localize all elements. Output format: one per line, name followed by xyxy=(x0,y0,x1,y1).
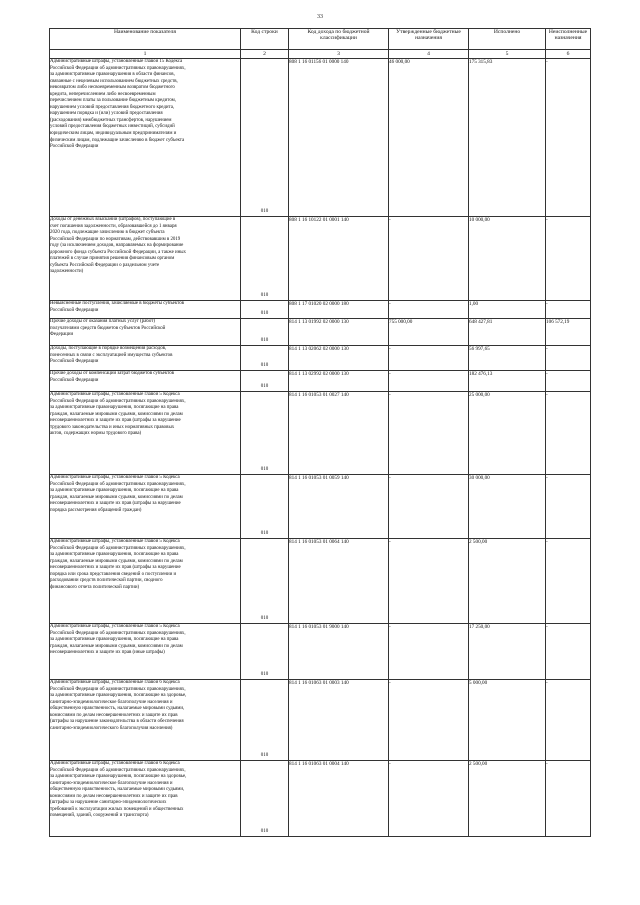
indicator-name-line: несовершеннолетних и защите их прав (иные штрафы) xyxy=(50,650,165,656)
remaining-amount: 106 572,19 xyxy=(546,319,591,346)
remaining-amount: - xyxy=(546,475,591,539)
indicator-name-line: санитарно-эпидемиологического благополучия населения) xyxy=(50,725,173,731)
row-code-cell xyxy=(241,392,289,475)
indicator-name-line: за административные правонарушения, посягающие на здоровье, xyxy=(50,693,187,699)
remaining-amount: - xyxy=(546,346,591,371)
row-code-cell xyxy=(241,539,289,624)
indicator-name xyxy=(50,346,241,371)
indicator-name-line: граждан, налагаемые мировыми судьями, комиссиями по делам xyxy=(50,494,183,500)
approved-amount: - xyxy=(389,217,469,301)
row-code-cell xyxy=(241,761,289,837)
indicator-name-line: счет погашения задолженности, образовавшейся до 1 января xyxy=(50,223,177,229)
revenue-code: 808 1 16 10122 01 0001 140 xyxy=(289,217,389,301)
indicator-name-line: перечислением платы за пользование бюджетным кредитом, xyxy=(50,98,176,104)
indicator-name-line: Административные штрафы, установленные главой 6 Кодекса xyxy=(50,761,180,766)
indicator-name xyxy=(50,392,241,475)
header-approved: Утвержденные бюджетные назначения xyxy=(389,29,469,50)
indicator-name-line: Российской Федерации об административных правонарушениях, xyxy=(50,630,186,636)
column-number: 6 xyxy=(546,50,591,59)
indicator-name-line: Российской Федерации xyxy=(50,307,99,313)
indicator-name-line: актов, содержащих нормы трудового права) xyxy=(50,431,142,437)
indicator-name-line: комиссиями по делам несовершеннолетних и защите их прав xyxy=(50,793,178,799)
approved-amount: - xyxy=(389,371,469,392)
executed-amount: 5 000,00 xyxy=(469,680,546,761)
indicator-name-line: за административные правонарушения, посягающие на права xyxy=(50,552,179,558)
approved-amount: - xyxy=(389,346,469,371)
row-code: 010 xyxy=(260,293,269,298)
remaining-amount: - xyxy=(546,680,591,761)
row-code: 010 xyxy=(260,467,269,472)
table-row xyxy=(50,475,591,539)
indicator-name-line: Российской Федерации по нормативам, действовавшим в 2019 xyxy=(50,236,181,242)
indicator-name-line: Российской Федерации xyxy=(50,144,99,150)
indicator-name-line: порядка рассмотрения обращений граждан) xyxy=(50,507,142,513)
indicator-name-line: за административные правонарушения, посягающие на права xyxy=(50,488,179,494)
indicator-name-line: (штрафы за нарушение санитарно-эпидемиологических xyxy=(50,800,167,806)
page-number: 33 xyxy=(317,14,323,20)
row-code: 010 xyxy=(260,753,269,758)
executed-amount: 30 000,00 xyxy=(469,475,546,539)
indicator-name xyxy=(50,217,241,301)
table-row xyxy=(50,624,591,680)
indicator-name-line: за административные правонарушения в области финансов, xyxy=(50,72,175,78)
row-code: 010 xyxy=(260,384,269,389)
column-number-row xyxy=(50,50,591,59)
indicator-name-line: Административные штрафы, установленные главой 5 Кодекса xyxy=(50,392,180,397)
indicator-name-line: Административные штрафы, установленные главой 5 Кодекса xyxy=(50,624,180,629)
row-code: 010 xyxy=(260,672,269,677)
executed-amount: 17 250,00 xyxy=(469,624,546,680)
indicator-name-line: платежей в случае принятия решения финансовым органом xyxy=(50,256,175,262)
indicator-name-line: связанные с нецелевым использованием бюджетных средств, xyxy=(50,78,178,84)
row-code: 010 xyxy=(260,531,269,536)
revenue-code: 814 1 13 02992 02 0000 130 xyxy=(289,371,389,392)
executed-amount: 2 500,00 xyxy=(469,761,546,837)
approved-amount: - xyxy=(389,301,469,319)
indicator-name xyxy=(50,371,241,392)
row-code: 010 xyxy=(260,829,269,834)
row-code-cell xyxy=(241,475,289,539)
indicator-name xyxy=(50,624,241,680)
revenue-report-table xyxy=(49,28,591,837)
remaining-amount: - xyxy=(546,761,591,837)
indicator-name-line: Доходы, поступающие в порядке возмещения расходов, xyxy=(50,346,167,351)
indicator-name-line: граждан, налагаемые мировыми судьями, комиссиями по делам xyxy=(50,643,183,649)
approved-amount: - xyxy=(389,761,469,837)
table-row xyxy=(50,761,591,837)
indicator-name-line: нарушением условий предоставления бюджетного кредита, xyxy=(50,104,175,110)
revenue-code: 814 1 16 01053 01 0064 140 xyxy=(289,539,389,624)
header-code: Код строки xyxy=(241,29,289,50)
indicator-name-line: нарушением порядка и (или) условий предоставления xyxy=(50,111,163,117)
row-code-cell xyxy=(241,680,289,761)
row-code: 010 xyxy=(260,209,269,214)
indicator-name-line: условий предоставления бюджетных инвестиций, субсидий xyxy=(50,124,175,130)
revenue-code: 814 1 16 01063 01 0003 140 xyxy=(289,680,389,761)
row-code-cell xyxy=(241,624,289,680)
row-code: 010 xyxy=(260,338,269,343)
row-code-cell xyxy=(241,346,289,371)
row-code: 010 xyxy=(260,363,269,368)
executed-amount: 56 997,65 xyxy=(469,346,546,371)
indicator-name-line: Административные штрафы, установленные главой 5 Кодекса xyxy=(50,539,180,544)
indicator-name-line: Российской Федерации xyxy=(50,359,99,365)
approved-amount: - xyxy=(389,475,469,539)
indicator-name-line: за административные правонарушения, посягающие на здоровье, xyxy=(50,774,187,780)
approved-amount: - xyxy=(389,539,469,624)
table-row xyxy=(50,680,591,761)
indicator-name-line: порядка или срока представления сведений о поступлении и xyxy=(50,571,177,577)
indicator-name-line: общественную нравственность, налагаемые мировыми судьями, xyxy=(50,787,185,793)
indicator-name-line: Административные штрафы, установленные главой 15 Кодекса xyxy=(50,59,183,64)
indicator-name xyxy=(50,319,241,346)
executed-amount: 182 476,13 xyxy=(469,371,546,392)
header-executed: Исполнено xyxy=(469,29,546,50)
indicator-name-line: Прочие доходы от компенсации затрат бюджетов субъектов xyxy=(50,371,174,376)
indicator-name xyxy=(50,680,241,761)
approved-amount: - xyxy=(389,624,469,680)
indicator-name-line: получателями средств бюджетов субъектов Российской xyxy=(50,325,166,331)
revenue-code: 808 1 17 01020 02 0000 180 xyxy=(289,301,389,319)
row-code-cell xyxy=(241,319,289,346)
table-row xyxy=(50,59,591,217)
indicator-name xyxy=(50,59,241,217)
column-number: 1 xyxy=(50,50,241,59)
indicator-name-line: понесенных в связи с эксплуатацией имущества субъектов xyxy=(50,352,173,358)
table-row xyxy=(50,392,591,475)
indicator-name-line: Российской Федерации об административных правонарушениях, xyxy=(50,65,186,71)
revenue-code: 814 1 16 01053 01 0027 140 xyxy=(289,392,389,475)
indicator-name-line: Прочие доходы от оказания платных услуг (работ) xyxy=(50,319,156,324)
indicator-name-line: задолженности) xyxy=(50,269,84,275)
indicator-name-line: 2020 года, подлежащие зачислению в бюджет субъекта xyxy=(50,230,165,236)
indicator-name-line: граждан, налагаемые мировыми судьями, комиссиями по делам xyxy=(50,558,183,564)
indicator-name-line: Невыясненные поступления, зачисляемые в бюджеты субъектов xyxy=(50,301,184,306)
header-remaining: Неисполненные назначения xyxy=(546,29,591,50)
revenue-code: 814 1 16 01063 01 0004 140 xyxy=(289,761,389,837)
executed-amount: 175 315,83 xyxy=(469,59,546,217)
remaining-amount: - xyxy=(546,301,591,319)
table-row xyxy=(50,539,591,624)
indicator-name-line: санитарно-эпидемиологическое благополучие населения и xyxy=(50,699,173,705)
indicator-name-line: трудового законодательства и иных нормативных правовых xyxy=(50,424,175,430)
approved-amount: - xyxy=(389,392,469,475)
row-code-cell xyxy=(241,217,289,301)
indicator-name-line: помещений, зданий, сооружений и транспорта) xyxy=(50,813,149,819)
remaining-amount: - xyxy=(546,392,591,475)
indicator-name-line: за административные правонарушения, посягающие на права xyxy=(50,637,179,643)
indicator-name-line: (штрафы за нарушение законодательства в области обеспечения xyxy=(50,719,184,725)
remaining-amount: - xyxy=(546,624,591,680)
table-row xyxy=(50,346,591,371)
indicator-name-line: дорожного фонда субъекта Российской Федерации, а также иных xyxy=(50,249,186,255)
indicator-name-line: году (за исключением доходов, направляемых на формирование xyxy=(50,243,184,249)
indicator-name-line: субъекта Российской Федерации о раздельном учете xyxy=(50,262,160,268)
revenue-code: 808 1 16 01156 01 0000 140 xyxy=(289,59,389,217)
executed-amount: 10 000,00 xyxy=(469,217,546,301)
table-row xyxy=(50,319,591,346)
indicator-name-line: Федерации xyxy=(50,332,74,338)
indicator-name-line: невозвратом либо несвоевременным возвратом бюджетного xyxy=(50,85,175,91)
table-body xyxy=(50,59,591,837)
approved-amount: - xyxy=(389,680,469,761)
executed-amount: 2 500,00 xyxy=(469,539,546,624)
header-name: Наименование показателя xyxy=(50,29,241,50)
indicator-name-line: Административные штрафы, установленные главой 5 Кодекса xyxy=(50,475,180,480)
indicator-name-line: несовершеннолетних и защите их прав (штрафы за нарушение xyxy=(50,565,181,571)
approved-amount: 46 000,00 xyxy=(389,59,469,217)
column-number: 5 xyxy=(469,50,546,59)
row-code-cell xyxy=(241,301,289,319)
indicator-name-line: санитарно-эпидемиологическое благополучие населения и xyxy=(50,780,173,786)
table-row xyxy=(50,371,591,392)
row-code: 010 xyxy=(260,311,269,316)
indicator-name xyxy=(50,475,241,539)
indicator-name xyxy=(50,539,241,624)
indicator-name-line: Административные штрафы, установленные главой 6 Кодекса xyxy=(50,680,180,685)
row-code: 010 xyxy=(260,616,269,621)
executed-amount: 25 000,00 xyxy=(469,392,546,475)
executed-amount: 1,00 xyxy=(469,301,546,319)
indicator-name-line: (расходования) межбюджетных трансфертов, нарушением xyxy=(50,117,172,123)
row-code-cell xyxy=(241,59,289,217)
revenue-code: 814 1 13 02062 02 0000 130 xyxy=(289,346,389,371)
revenue-code: 814 1 16 01053 01 0059 140 xyxy=(289,475,389,539)
indicator-name-line: несовершеннолетних и защите их прав (штрафы за нарушение xyxy=(50,501,181,507)
indicator-name-line: Российской Федерации xyxy=(50,377,99,383)
header-kbk: Код дохода по бюджетной классификации xyxy=(289,29,389,50)
indicator-name-line: Российской Федерации об административных правонарушениях, xyxy=(50,481,186,487)
table-row xyxy=(50,217,591,301)
approved-amount: 755 000,00 xyxy=(389,319,469,346)
indicator-name xyxy=(50,761,241,837)
remaining-amount: - xyxy=(546,371,591,392)
column-number: 2 xyxy=(241,50,289,59)
remaining-amount: - xyxy=(546,539,591,624)
indicator-name-line: Доходы от денежных взысканий (штрафов), поступающие в xyxy=(50,217,176,222)
indicator-name-line: Российской Федерации об административных правонарушениях, xyxy=(50,398,186,404)
indicator-name-line: граждан, налагаемые мировыми судьями, комиссиями по делам xyxy=(50,411,183,417)
remaining-amount: - xyxy=(546,217,591,301)
column-number: 3 xyxy=(289,50,389,59)
indicator-name xyxy=(50,301,241,319)
revenue-code: 814 1 16 01053 01 9000 140 xyxy=(289,624,389,680)
indicator-name-line: Российской Федерации об административных правонарушениях, xyxy=(50,545,186,551)
indicator-name-line: несовершеннолетних и защите их прав (штрафы за нарушение xyxy=(50,418,181,424)
indicator-name-line: Российской Федерации об административных правонарушениях, xyxy=(50,767,186,773)
indicator-name-line: физическим лицам, подлежащие зачислению в бюджет субъекта xyxy=(50,137,185,143)
table-header-row xyxy=(50,29,591,50)
indicator-name-line: требований к эксплуатации жилых помещений и общественных xyxy=(50,806,184,812)
indicator-name-line: юридическим лицам, индивидуальным предпринимателям и xyxy=(50,131,177,137)
indicator-name-line: финансового отчета политической партии) xyxy=(50,584,140,590)
indicator-name-line: расходовании средств политической партии, сводного xyxy=(50,578,163,584)
indicator-name-line: кредита, неперечислением либо несвоевременным xyxy=(50,91,156,97)
indicator-name-line: Российской Федерации об административных правонарушениях, xyxy=(50,686,186,692)
executed-amount: 648 427,81 xyxy=(469,319,546,346)
revenue-code: 814 1 13 01992 02 0000 130 xyxy=(289,319,389,346)
indicator-name-line: комиссиями по делам несовершеннолетних и защите их прав xyxy=(50,712,178,718)
indicator-name-line: за административные правонарушения, посягающие на права xyxy=(50,405,179,411)
table-row xyxy=(50,301,591,319)
row-code-cell xyxy=(241,371,289,392)
column-number: 4 xyxy=(389,50,469,59)
indicator-name-line: общественную нравственность, налагаемые мировыми судьями, xyxy=(50,706,185,712)
remaining-amount: - xyxy=(546,59,591,217)
